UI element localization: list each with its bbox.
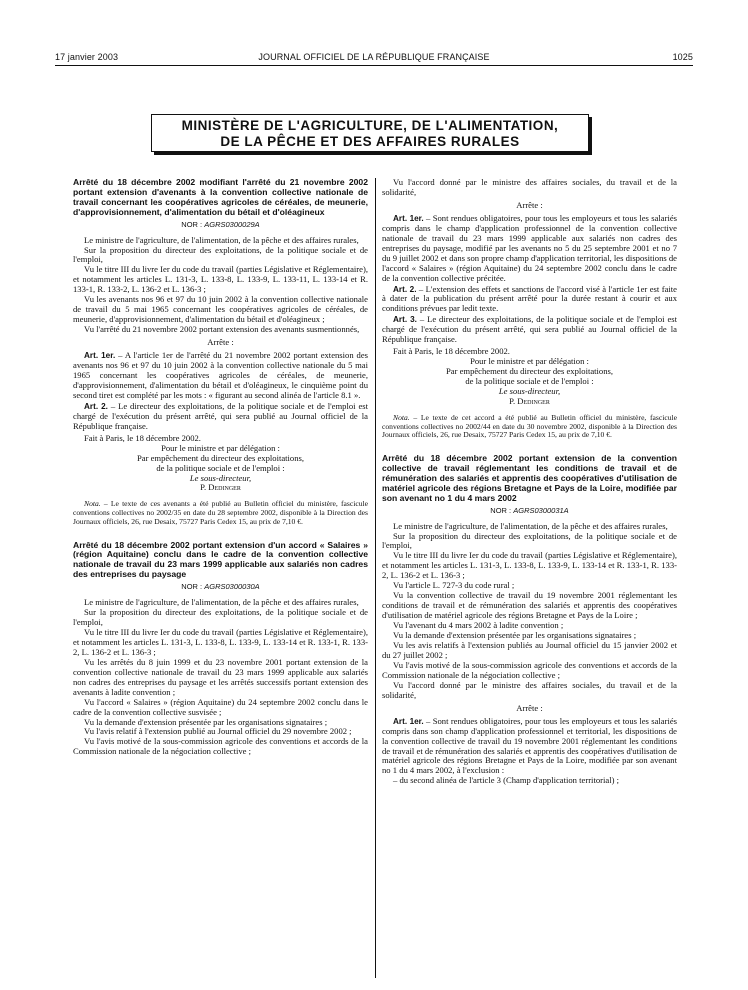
nor-code: AGRS0300031A [513, 505, 569, 515]
paragraph: Vu les avenants nos 96 et 97 du 10 juin 2002 à la convention collective nationale de travail du 5 mai 1965 concernant les coopératives agricoles de céréales, de meunerie, d'approvisionnement, d'alimentation du bétail et d'oléagineux ; [73, 294, 368, 325]
column-divider [375, 178, 376, 978]
arrete-3 [382, 454, 677, 786]
article-text: – Le directeur des exploitations, de la politique sociale et de l'emploi est chargé de l'exécution du présent arrêté, qui sera publié au Journal officiel de la République française. [73, 400, 368, 431]
paragraph: Vu l'arrêté du 21 novembre 2002 portant extension des avenants susmentionnés, [84, 324, 360, 335]
arrete-heading: Arrête : [516, 702, 543, 713]
right-column [382, 178, 677, 786]
article-label: Art. 2. [393, 284, 417, 294]
paragraph: Vu la demande d'extension présentée par les organisations signataires ; [84, 716, 328, 727]
signature-line: Par empêchement du directeur des exploitations, [445, 366, 614, 377]
nota-label: Nota. [84, 499, 101, 509]
signature-title: Le sous-directeur, [189, 472, 252, 483]
ministry-line-2: DE LA PÊCHE ET DES AFFAIRES RURALES [220, 134, 520, 149]
paragraph: Vu l'accord « Salaires » (région Aquitaine) du 24 septembre 2002 conclu dans le cadre de la convention collective susvisée ; [73, 696, 368, 717]
paragraph: Vu les avis relatifs à l'extension publiés au Journal officiel du 15 janvier 2002 et du 27 juillet 2002 ; [382, 640, 677, 660]
article-1 [382, 717, 677, 777]
paragraph: Vu l'avis motivé de la sous-commission agricole des conventions et accords de la Commission nationale de la négociation collective ; [73, 736, 368, 757]
paragraph: Sur la proposition du directeur des exploitations, de la politique sociale et de l'emploi, [73, 607, 368, 627]
exclusion-item: – du second alinéa de l'article 3 (Champ d'application territorial) ; [393, 775, 619, 786]
paragraph: Vu le titre III du livre Ier du code du travail (parties Législative et Réglementaire), et notamment les articles L. 131-3, L. 133-8, L. 133-9, L. 133-14 et R. 133-1, R. 133-2, L. 136-2 et L. 136-3 ; [73, 626, 368, 657]
fait-a-paris: Fait à Paris, le 18 décembre 2002. [84, 432, 201, 443]
arrete-2-part-2 [382, 178, 677, 440]
ministry-box [151, 114, 589, 152]
article-1 [73, 351, 368, 401]
nota-text: – Le texte de cet accord a été publié au Bulletin officiel du ministère, fascicule conventions collectives no 2002/44 en date du 30 novembre 2002, disponible à la Direction des Journaux officiels, 26, rue Desaix, 75727 Paris Cedex 15, au prix de 7,10 €. [382, 412, 677, 440]
paragraph: Le ministre de l'agriculture, de l'alimentation, de la pêche et des affaires rurales, [393, 520, 668, 531]
signature-line: Pour le ministre et par délégation : [470, 356, 589, 367]
nota [382, 414, 677, 440]
arrete-heading: Arrête : [516, 199, 543, 210]
article-label: Art. 2. [84, 401, 108, 411]
arrete-3-title: Arrêté du 18 décembre 2002 portant extension de la convention collective de travail réglementant les conditions de travail et de rémunération des salariés et apprentis des coopératives d'utilisation de matériel agricole des régions Bretagne et Pays de la Loire, modifiée par son avenant no 1 du 4 mars 2002 [382, 453, 677, 503]
nota-text: – Le texte de ces avenants a été publié au Bulletin officiel du ministère, fascicule conventions collectives no 2002/35 en date du 28 septembre 2002, disponible à la Direction des Journaux officiels, 26, rue Desaix, 75727 Paris Cedex 15, au prix de 7,10 €. [73, 499, 368, 526]
article-3 [382, 315, 677, 345]
paragraph: Vu l'article L. 727-3 du code rural ; [393, 580, 515, 591]
signature-line: Par empêchement du directeur des exploitations, [136, 452, 305, 463]
arrete-heading: Arrête : [207, 337, 234, 348]
paragraph: Vu la demande d'extension présentée par les organisations signataires ; [393, 630, 637, 641]
arrete-2-nor [73, 582, 368, 592]
signature-line: de la politique sociale et de l'emploi : [156, 462, 285, 473]
article-2 [382, 285, 677, 315]
arrete-2-part-1 [73, 541, 368, 758]
nor-code: AGRS0300029A [204, 219, 260, 229]
article-text: – L'extension des effets et sanctions de l'accord visé à l'article 1er est faite à dater de la publication du présent arrêté pour la durée restant à courir et aux conditions prévues par ledit texte. [382, 283, 677, 314]
header-rule [55, 65, 693, 66]
paragraph: Vu l'avenant du 4 mars 2002 à ladite convention ; [393, 620, 564, 631]
article-text: – Sont rendues obligatoires, pour tous les employeurs et tous les salariés compris dans son champ d'application professionnel et territorial, les dispositions de la convention collective de travail du 19 novembre 2001 réglementant les conditions de travail et de rémunération des salariés et apprentis des coopératives d'utilisation de matériel agricole des régions Bretagne et Pays de la Loire, modifiée par son avenant no 1 du 4 mars 2002, à l'exclusion : [382, 715, 677, 776]
article-2 [73, 402, 368, 432]
signatory-name: P. Dedinger [200, 482, 241, 493]
nota-label: Nota. [393, 412, 410, 422]
paragraph: Sur la proposition du directeur des exploitations, de la politique sociale et de l'emploi, [73, 244, 368, 265]
arrete-3-nor [382, 506, 677, 516]
paragraph: Sur la proposition du directeur des exploitations, de la politique sociale et de l'emploi, [382, 530, 677, 551]
paragraph: Vu l'avis relatif à l'extension publié au Journal officiel du 29 novembre 2002 ; [84, 726, 352, 737]
paragraph: Vu l'accord donné par le ministre des affaires sociales, du travail et de la solidarité, [382, 177, 677, 197]
paragraph: Vu l'accord donné par le ministre des affaires sociales, du travail et de la solidarité, [382, 679, 677, 700]
paragraph: Vu l'avis motivé de la sous-commission agricole des conventions et accords de la Commission nationale de la négociation collective ; [382, 659, 677, 680]
nor-code: AGRS0300030A [204, 582, 260, 592]
paragraph: Le ministre de l'agriculture, de l'alimentation, de la pêche et des affaires rurales, [84, 597, 359, 608]
article-text: – A l'article 1er de l'arrêté du 21 novembre 2002 portant extension des avenants nos 96 et 97 du 10 juin 2002 à la convention collective nationale du 5 mai 1965 concernant les coopératives agricoles de céréales, de meunerie, d'approvisionnement, d'alimentation du bétail et d'oléagineux, le cinquième point du second tiret est complété par les mots : « figurant au second alinéa de l'article 8.1 ». [73, 350, 368, 400]
header-journal-title: JOURNAL OFFICIEL DE LA RÉPUBLIQUE FRANÇAISE [258, 52, 490, 62]
article-text: – Sont rendues obligatoires, pour tous les employeurs et tous les salariés compris dans le champ d'application professionnel de la convention collective nationale de travail du 23 mars 1999 applicable aux salariés non cadres des entreprises du paysage, modifié par les avenants no 5 du 25 septembre 2001 et no 7 du 9 juillet 2002 et dans son propre champ d'application territorial, les dispositions de l'accord « Salaires » (région Aquitaine) du 24 septembre 2002 conclu dans le cadre de la convention collective précitée. [382, 212, 677, 283]
nor-label: NOR : [490, 505, 512, 515]
page-header [55, 52, 693, 64]
article-label: Art. 1er. [393, 716, 424, 726]
paragraph: Vu le titre III du livre Ier du code du travail (parties Législative et Réglementaire), et notamment les articles L. 131-3, L. 133-8, L. 133-9, L. 133-14 et R. 133-1, R. 133-2, L. 136-2 et L. 136-3 ; [382, 550, 677, 581]
article-label: Art. 1er. [393, 213, 424, 223]
nota [73, 500, 368, 526]
nor-label: NOR : [181, 582, 203, 592]
arrete-1-title: Arrêté du 18 décembre 2002 modifiant l'arrêté du 21 novembre 2002 portant extension d'avenants à la convention collective nationale de travail concernant les coopératives agricoles de céréales, de meunerie, d'approvisionnement, d'alimentation du bétail et d'oléagineux [73, 177, 368, 217]
article-label: Art. 1er. [84, 351, 116, 361]
ministry-line-1: MINISTÈRE DE L'AGRICULTURE, DE L'ALIMENTATION, [181, 118, 559, 133]
fait-a-paris: Fait à Paris, le 18 décembre 2002. [393, 346, 510, 357]
article-text: – Le directeur des exploitations, de la politique sociale et de l'emploi est chargé de l'exécution du présent arrêté, qui sera publié au Journal officiel de la République française. [382, 314, 677, 345]
article-1 [382, 214, 677, 284]
arrete-1-nor [73, 220, 368, 230]
signatory-name: P. Dedinger [509, 396, 550, 407]
left-column [73, 178, 368, 757]
arrete-2-title: Arrêté du 18 décembre 2002 portant extension d'un accord « Salaires » (région Aquitaine) conclu dans le cadre de la convention collective nationale de travail du 23 mars 1999 applicable aux salariés non cadres des entreprises du paysage [73, 539, 368, 580]
nor-label: NOR : [181, 219, 203, 229]
header-date: 17 janvier 2003 [55, 52, 119, 62]
paragraph: Vu le titre III du livre Ier du code du travail (parties Législative et Réglementaire), et notamment les articles L. 131-3, L. 133-8, L. 133-9, L. 133-11, L. 133-14 et R. 133-1, R. 133-2, L. 136-2 et L. 136-3 ; [73, 264, 368, 295]
article-label: Art. 3. [393, 315, 417, 325]
header-page-number: 1025 [672, 52, 693, 62]
signature-line: Pour le ministre et par délégation : [161, 442, 280, 453]
arrete-1 [73, 178, 368, 527]
signature-line: de la politique sociale et de l'emploi : [465, 376, 594, 387]
signature-title: Le sous-directeur, [498, 386, 561, 397]
paragraph: Vu les arrêtés du 8 juin 1999 et du 23 novembre 2001 portant extension de la convention collective nationale de travail du 23 mars 1999 applicable aux salariés non cadres des entreprises du paysage et les arrêtés successifs portant extension des avenants à ladite convention ; [73, 656, 368, 697]
paragraph: Vu la convention collective de travail du 19 novembre 2001 réglementant les conditions de travail et de rémunération des salariés et apprentis des coopératives d'utilisation de matériel agricole des régions Bretagne et Pays de la Loire ; [382, 590, 677, 621]
paragraph: Le ministre de l'agriculture, de l'alimentation, de la pêche et des affaires rurales, [84, 234, 359, 245]
